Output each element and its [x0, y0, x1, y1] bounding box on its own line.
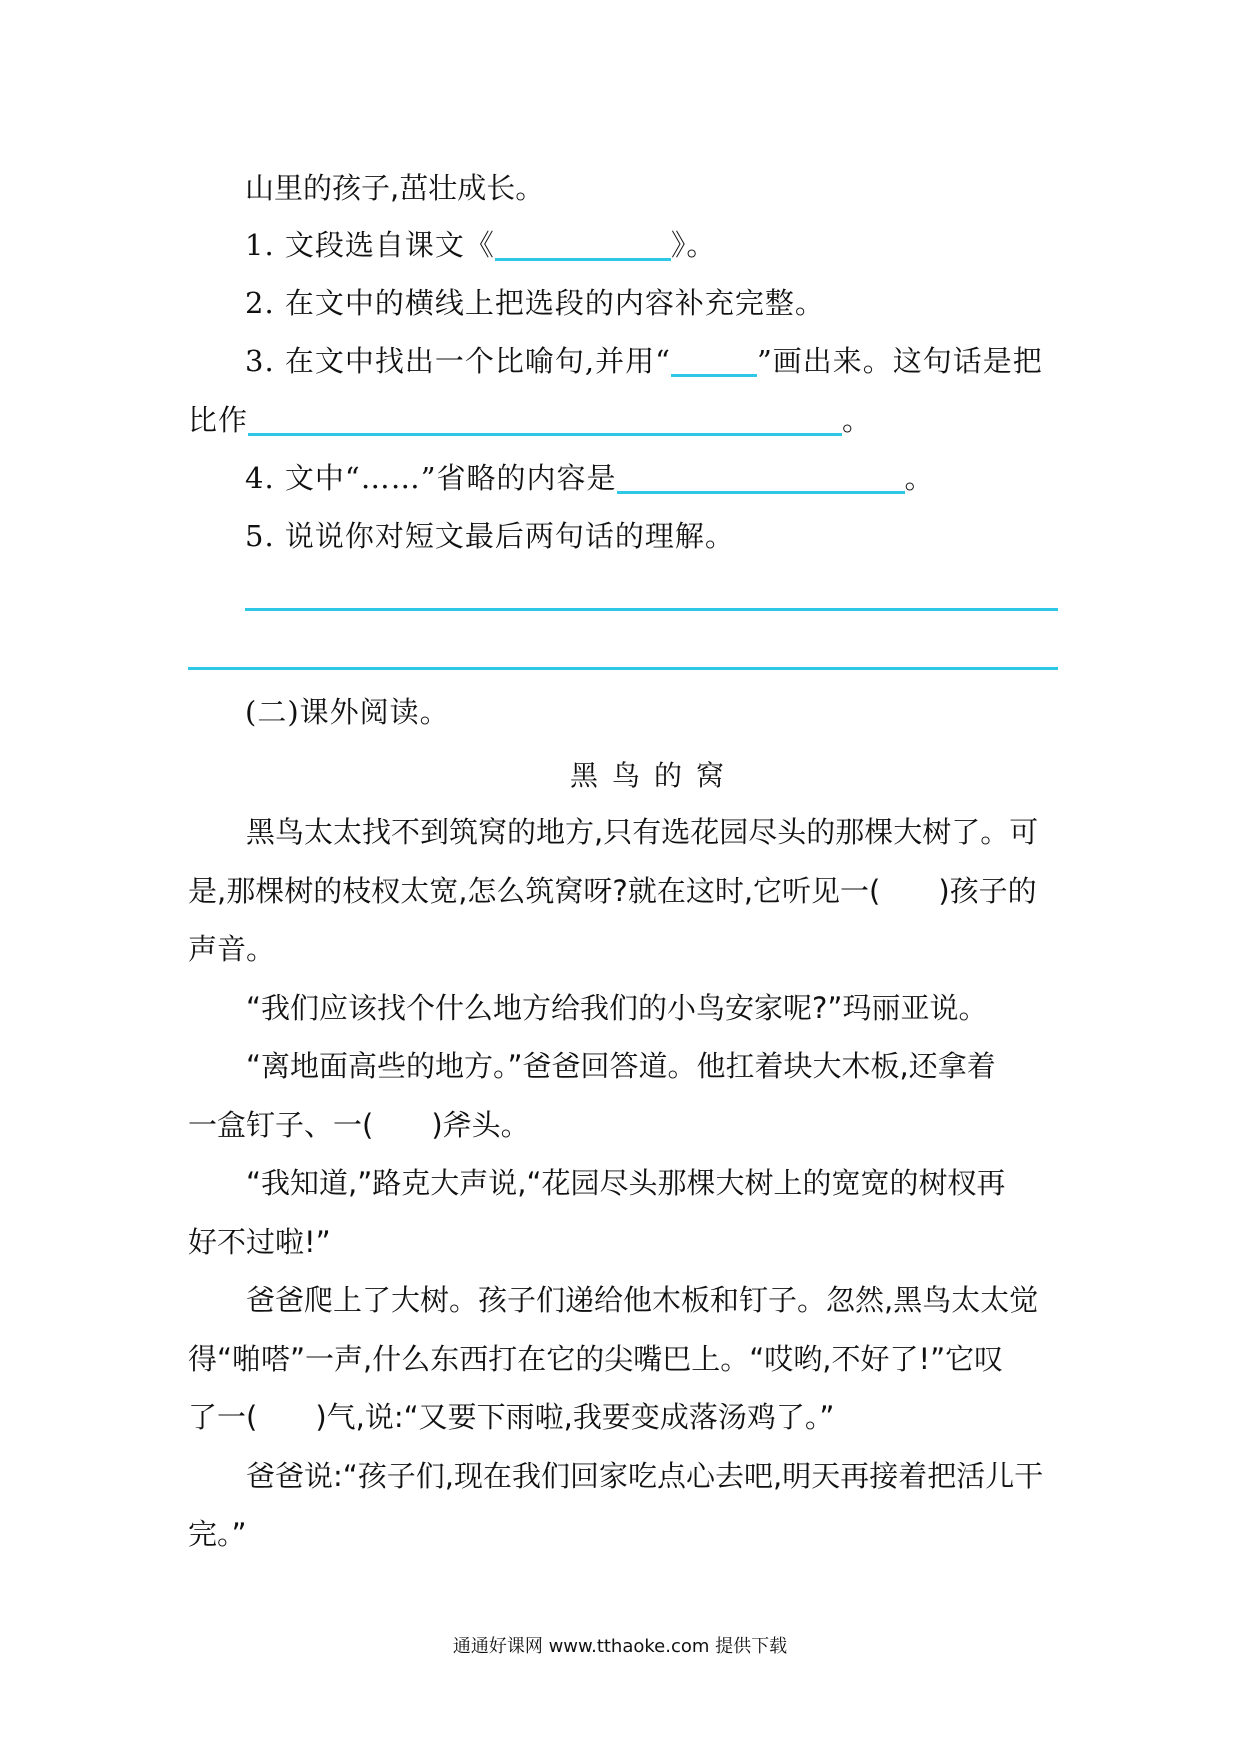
passage-line: 是,那棵树的枝杈太宽,怎么筑窝呀?就在这时,它听见一( )孩子的 [188, 874, 1037, 908]
passage-title: 黑鸟的窝 [570, 759, 739, 792]
passage-line: “我们应该找个什么地方给我们的小鸟安家呢?”玛丽亚说。 [188, 991, 988, 1025]
answer-blank-4[interactable] [617, 461, 905, 494]
answer-blank-3b[interactable] [248, 403, 842, 436]
answer-blank-1[interactable] [495, 228, 671, 261]
passage-line: 得“啪嗒”一声,什么东西打在它的尖嘴巴上。“哎哟,不好了!”它叹 [188, 1342, 1004, 1376]
section-heading: (二)课外阅读。 [245, 695, 450, 729]
passage-line: 声音。 [188, 932, 276, 966]
page-footer: 通通好课网 www.tthaoke.com 提供下载 [452, 1636, 788, 1657]
question-3-end: 。 [842, 403, 873, 437]
passage-line: 一盒钉子、一( )斧头。 [188, 1108, 530, 1142]
question-3-text-c: 比作 [188, 403, 249, 437]
passage-line: 完。” [188, 1517, 247, 1551]
question-2: 2. 在文中的横线上把选段的内容补充完整。 [245, 286, 825, 320]
passage-line: 黑鸟太太找不到筑窝的地方,只有选花园尽头的那棵大树了。可 [188, 815, 1039, 849]
question-3-text: 3. 在文中找出一个比喻句,并用“ [245, 344, 671, 378]
passage-line: 爸爸爬上了大树。孩子们递给他木板和钉子。忽然,黑鸟太太觉 [188, 1283, 1039, 1317]
question-5: 5. 说说你对短文最后两句话的理解。 [245, 519, 735, 553]
question-3 [245, 341, 1043, 381]
passage-line: 好不过啦!” [188, 1225, 331, 1259]
passage-line: “我知道,”路克大声说,“花园尽头那棵大树上的宽宽的树杈再 [188, 1166, 1006, 1200]
question-3-continued [188, 400, 872, 440]
question-3-text-b: ”画出来。这句话是把 [756, 344, 1043, 378]
question-1 [245, 225, 716, 265]
question-4 [245, 458, 935, 498]
passage-line: “离地面高些的地方。”爸爸回答道。他扛着块大木板,还拿着 [188, 1049, 996, 1083]
answer-line-5b[interactable] [188, 667, 1058, 670]
question-1-text: 1. 文段选自课文《 [245, 228, 495, 262]
intro-ending: 山里的孩子,茁壮成长。 [245, 171, 545, 205]
question-4-text: 4. 文中“……”省略的内容是 [245, 461, 617, 495]
question-4-end: 。 [904, 461, 935, 495]
answer-blank-3a[interactable] [671, 344, 757, 377]
passage-line: 爸爸说:“孩子们,现在我们回家吃点心去吧,明天再接着把活儿干 [188, 1459, 1044, 1493]
question-1-end: 》。 [670, 228, 717, 262]
passage-line: 了一( )气,说:“又要下雨啦,我要变成落汤鸡了。” [188, 1400, 835, 1434]
answer-line-5a[interactable] [245, 608, 1058, 611]
